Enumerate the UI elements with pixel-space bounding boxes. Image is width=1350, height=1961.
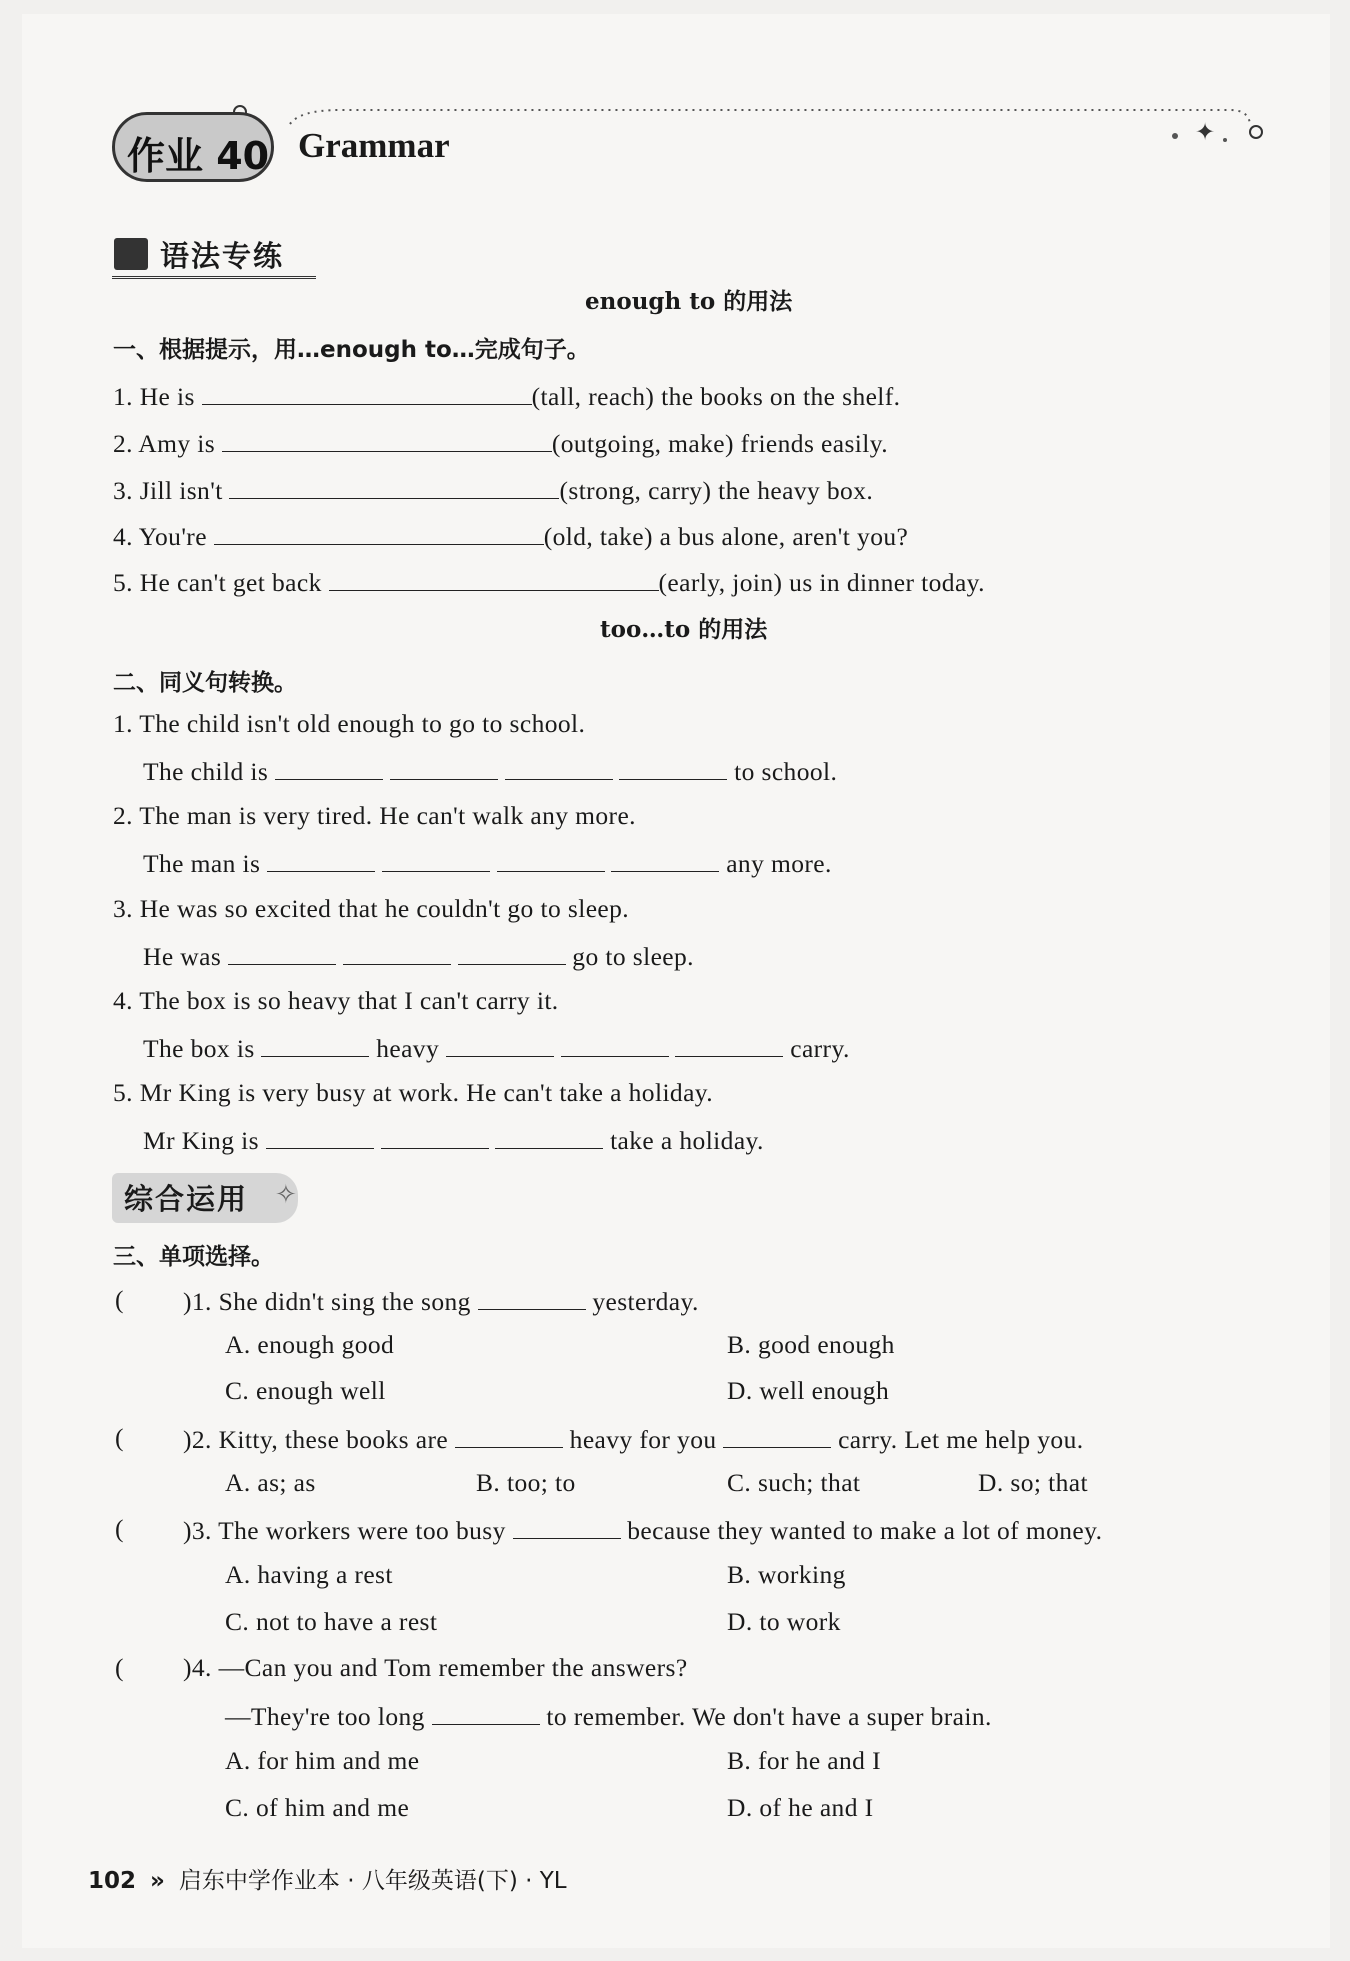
answer-paren[interactable]: ( <box>115 1423 124 1452</box>
answer-blank[interactable] <box>432 1700 540 1725</box>
option-a[interactable]: A. having a rest <box>225 1560 393 1589</box>
option-b[interactable]: B. too; to <box>476 1468 576 1497</box>
answer-paren[interactable]: ( <box>115 1514 124 1543</box>
subheading-enough-to: enough to 的用法 <box>585 288 793 315</box>
sparkle-icon: ✧ <box>275 1180 297 1209</box>
answer-blank[interactable] <box>455 1423 563 1448</box>
q2-original: 2. The man is very tired. He can't walk any more. <box>113 801 636 830</box>
option-b[interactable]: B. good enough <box>727 1330 895 1359</box>
q2-original: 5. Mr King is very busy at work. He can't take a holiday. <box>113 1078 714 1107</box>
mc-question: )3. The workers were too busy because they wanted to make a lot of money. <box>183 1516 1103 1545</box>
answer-blank[interactable] <box>275 755 383 780</box>
option-c[interactable]: C. such; that <box>727 1468 861 1497</box>
q2-rewrite: The box is heavy carry. <box>143 1034 850 1063</box>
page-number: 102 <box>88 1868 137 1894</box>
q2-rewrite: The man is any more. <box>143 849 832 878</box>
option-b[interactable]: B. for he and I <box>727 1746 881 1775</box>
option-d[interactable]: D. well enough <box>727 1376 890 1405</box>
book-series-title: 启东中学作业本 · 八年级英语(下) · YL <box>178 1868 567 1894</box>
answer-blank[interactable] <box>343 940 451 965</box>
answer-blank[interactable] <box>495 1124 603 1149</box>
dot-icon <box>1172 133 1178 139</box>
answer-blank[interactable] <box>513 1514 621 1539</box>
answer-blank[interactable] <box>381 1124 489 1149</box>
answer-blank[interactable] <box>723 1423 831 1448</box>
dot-icon <box>1223 138 1227 142</box>
option-c[interactable]: C. enough well <box>225 1376 386 1405</box>
q2-rewrite: The child is to school. <box>143 757 838 786</box>
option-a[interactable]: A. for him and me <box>225 1746 420 1775</box>
answer-blank[interactable] <box>229 474 559 499</box>
answer-blank[interactable] <box>619 755 727 780</box>
q1-heading: 一、根据提示，用…enough to…完成句子。 <box>113 337 590 363</box>
answer-paren[interactable]: ( <box>115 1285 124 1314</box>
mc-question: )1. She didn't sing the song yesterday. <box>183 1287 699 1316</box>
assignment-badge: 作业 40 <box>112 112 274 182</box>
subheading-too-to: too…to 的用法 <box>600 616 768 643</box>
option-d[interactable]: D. to work <box>727 1607 841 1636</box>
q2-original: 4. The box is so heavy that I can't carry it. <box>113 986 559 1015</box>
section-title-comprehensive: 综合运用 <box>124 1182 249 1216</box>
q3-heading: 三、单项选择。 <box>113 1244 274 1270</box>
answer-blank[interactable] <box>382 847 490 872</box>
answer-blank[interactable] <box>329 566 659 591</box>
answer-paren[interactable]: ( <box>115 1653 124 1682</box>
option-a[interactable]: A. as; as <box>225 1468 316 1497</box>
answer-blank[interactable] <box>228 940 336 965</box>
option-b[interactable]: B. working <box>727 1560 846 1589</box>
mc-question: )4. —Can you and Tom remember the answers? <box>183 1653 688 1682</box>
answer-blank[interactable] <box>267 847 375 872</box>
q2-rewrite: Mr King is take a holiday. <box>143 1126 764 1155</box>
q2-rewrite: He was go to sleep. <box>143 942 694 971</box>
book-icon <box>114 238 148 270</box>
mc-question-line2: —They're too long to remember. We don't have a super brain. <box>225 1702 992 1731</box>
q1-item: 5. He can't get back (early, join) us in dinner today. <box>113 568 985 597</box>
answer-blank[interactable] <box>497 847 605 872</box>
q2-original: 3. He was so excited that he couldn't go to sleep. <box>113 894 630 923</box>
answer-blank[interactable] <box>446 1032 554 1057</box>
page-footer <box>88 1862 567 1895</box>
q1-item: 4. You're (old, take) a bus alone, aren't you? <box>113 522 909 551</box>
answer-blank[interactable] <box>458 940 566 965</box>
answer-blank[interactable] <box>266 1124 374 1149</box>
q1-item: 2. Amy is (outgoing, make) friends easily. <box>113 429 889 458</box>
answer-blank[interactable] <box>675 1032 783 1057</box>
q1-item: 3. Jill isn't (strong, carry) the heavy box. <box>113 476 874 505</box>
q2-heading: 二、同义句转换。 <box>113 670 297 696</box>
q2-original: 1. The child isn't old enough to go to school. <box>113 709 586 738</box>
option-c[interactable]: C. of him and me <box>225 1793 410 1822</box>
chevron-right-icon: » <box>150 1868 165 1894</box>
mc-question: )2. Kitty, these books are heavy for you carry. Let me help you. <box>183 1425 1084 1454</box>
sparkle-icon: ✦ <box>1195 120 1216 146</box>
answer-blank[interactable] <box>505 755 613 780</box>
option-d[interactable]: D. so; that <box>978 1468 1088 1497</box>
answer-blank[interactable] <box>478 1285 586 1310</box>
option-c[interactable]: C. not to have a rest <box>225 1607 438 1636</box>
answer-blank[interactable] <box>214 520 544 545</box>
answer-blank[interactable] <box>202 380 532 405</box>
page-title: Grammar <box>298 126 450 165</box>
answer-blank[interactable] <box>261 1032 369 1057</box>
option-a[interactable]: A. enough good <box>225 1330 395 1359</box>
section-title-grammar-practice: 语法专练 <box>160 239 285 273</box>
answer-blank[interactable] <box>561 1032 669 1057</box>
option-d[interactable]: D. of he and I <box>727 1793 874 1822</box>
answer-blank[interactable] <box>222 427 552 452</box>
answer-blank[interactable] <box>390 755 498 780</box>
answer-blank[interactable] <box>611 847 719 872</box>
q1-item: 1. He is (tall, reach) the books on the shelf. <box>113 382 901 411</box>
